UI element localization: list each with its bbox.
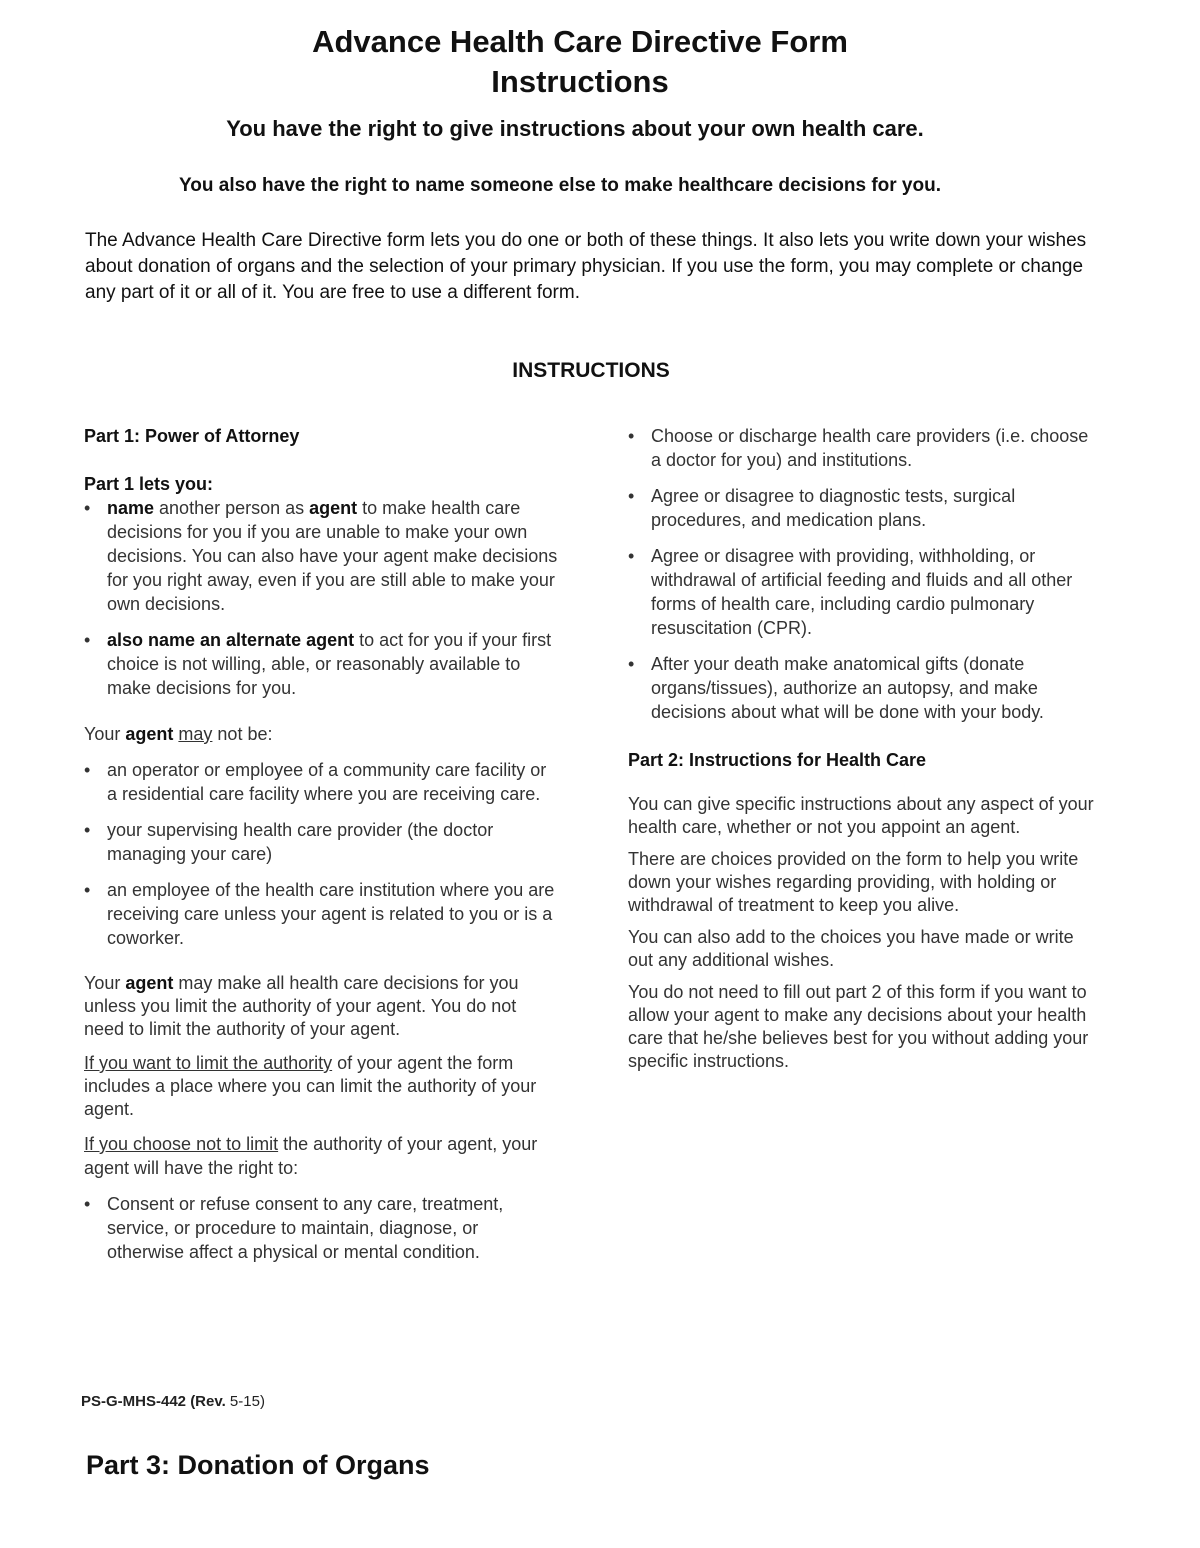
agent-rights-list-right xyxy=(628,424,1098,724)
right-column xyxy=(628,424,1098,1073)
part2-paragraph: You can give specific instructions about any aspect of your health care, whether or not you appoint an agent. xyxy=(628,794,1094,837)
part3-heading: Part 3: Donation of Organs xyxy=(86,1450,430,1480)
form-code: PS-G-MHS-442 (Rev. 5-15) xyxy=(81,1393,265,1410)
instructions-heading: INSTRUCTIONS xyxy=(512,359,670,382)
part2-paragraph: You do not need to fill out part 2 of this form if you want to allow your agent to make any decisions about your health care that he/she believes best for you without adding your specific instructions. xyxy=(628,982,1089,1071)
list-item: • Choose or discharge health care providers (i.e. choose a doctor for you) and institutions. xyxy=(628,424,1098,472)
limit-authority-paragraph: If you want to limit the authority of your agent the form includes a place where you can limit the authority of your agent. xyxy=(84,1053,537,1119)
agent-may-not-be-intro: Your agent may not be: xyxy=(84,724,273,744)
part2-heading: Part 2: Instructions for Health Care xyxy=(628,750,927,770)
agent-authority-paragraph: Your agent may make all health care decisions for you unless you limit the authority of your agent. You do not need to limit the authority of your agent. xyxy=(84,973,519,1039)
list-item: • an employee of the health care institution where you are receiving care unless your agent is related to you or is a coworker. xyxy=(84,878,559,950)
not-limit-authority-paragraph: If you choose not to limit the authority of your agent, your agent will have the right to: xyxy=(84,1134,538,1178)
title-line-1: Advance Health Care Directive Form xyxy=(312,24,848,59)
list-item: • Agree or disagree to diagnostic tests, surgical procedures, and medication plans. xyxy=(628,484,1098,532)
part1-lets-you-list xyxy=(84,496,559,700)
intro-paragraph: The Advance Health Care Directive form lets you do one or both of these things. It also lets you write down your wishes about donation of organs and the selection of your primary physician. If you use the form, you may complete or change any part of it or all of it. You are free to use a different form. xyxy=(85,230,1087,303)
page-title xyxy=(0,22,1160,102)
list-item: • After your death make anatomical gifts (donate organs/tissues), authorize an autopsy, and make decisions about what will be done with your body. xyxy=(628,652,1098,724)
list-item: • an operator or employee of a community care facility or a residential care facility where you are receiving care. xyxy=(84,758,559,806)
list-item: • name another person as agent to make health care decisions for you if you are unable to make your own decisions. You can also have your agent make decisions for you right away, even if you are still able to make your own decisions. xyxy=(84,496,559,616)
lead-statement-2: You also have the right to name someone else to make healthcare decisions for you. xyxy=(179,175,941,196)
title-line-2: Instructions xyxy=(491,64,669,99)
list-item: • Consent or refuse consent to any care, treatment, service, or procedure to maintain, diagnose, or otherwise affect a physical or mental condition. xyxy=(84,1192,559,1264)
part1-heading: Part 1: Power of Attorney xyxy=(84,426,300,446)
list-item: • Agree or disagree with providing, withholding, or withdrawal of artificial feeding and fluids and all other forms of health care, including cardio pulmonary resuscitation (CPR). xyxy=(628,544,1098,640)
left-column xyxy=(84,424,559,1264)
part1-lets-you: Part 1 lets you: xyxy=(84,474,214,494)
agent-rights-list-left xyxy=(84,1192,559,1264)
part2-paragraph: You can also add to the choices you have made or write out any additional wishes. xyxy=(628,927,1074,970)
list-item: • your supervising health care provider (the doctor managing your care) xyxy=(84,818,559,866)
part2-paragraph: There are choices provided on the form to help you write down your wishes regarding providing, with holding or withdrawal of treatment to keep you alive. xyxy=(628,849,1079,915)
list-item: • also name an alternate agent to act for you if your first choice is not willing, able, or reasonably available to make decisions for you. xyxy=(84,628,559,700)
agent-may-not-be-list xyxy=(84,758,559,950)
lead-statement-1: You have the right to give instructions about your own health care. xyxy=(226,116,924,141)
